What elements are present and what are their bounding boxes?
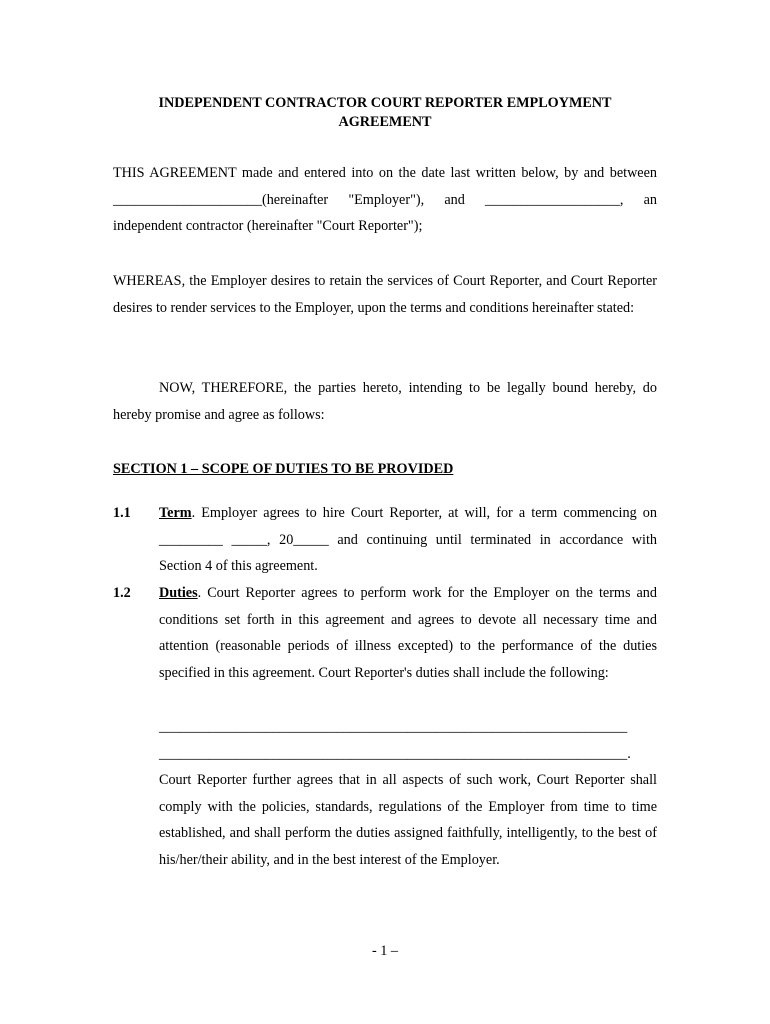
section-1-heading: SECTION 1 – SCOPE OF DUTIES TO BE PROVIDED — [113, 461, 454, 477]
clause-1-1-text: . Employer agrees to hire Court Reporter, at will, for a term commencing on _________ _____, 20_____ and continuing until terminated in accordance with Section 4 of this agreement. — [159, 505, 657, 575]
clause-1-2-text: . Court Reporter agrees to perform work for the Employer on the terms and conditions set forth in this agreement and agrees to devote all necessary time and attention (reasonable periods of illness excepted) to the performance of the duties specified in this agreement. Court Reporter's duties shall include the following: — [159, 585, 657, 682]
duties-blank-line-2: __________________________________________________________________. — [159, 746, 631, 762]
clause-1-1-term — [159, 500, 657, 580]
whereas-paragraph: WHEREAS, the Employer desires to retain the services of Court Reporter, and Court Reporter desires to render services to the Employer, upon the terms and conditions hereinafter stated: — [113, 273, 657, 316]
clause-1-2-number: 1.2 — [113, 585, 131, 601]
clause-1-2-duties — [159, 580, 657, 687]
now-therefore-paragraph: NOW, THEREFORE, the parties hereto, intending to be legally bound hereby, do hereby promise and agree as follows: — [113, 380, 657, 423]
duties-blank-line-1: __________________________________________________________________ — [159, 719, 628, 735]
duties-further-paragraph: Court Reporter further agrees that in all aspects of such work, Court Reporter shall comply with the policies, standards, regulations of the Employer from time to time established, and shall perform the duties assigned faithfully, intelligently, to the best of his/her/their ability, and in the best interest of the Employer. — [159, 772, 657, 869]
document-title: INDEPENDENT CONTRACTOR COURT REPORTER EMPLOYMENT AGREEMENT — [158, 95, 612, 130]
intro-paragraph: THIS AGREEMENT made and entered into on the date last written below, by and between _____________________(hereinafter "Employer"), and ___________________, an independent contractor (hereinafter "Court Reporter"); — [113, 165, 657, 235]
clause-1-1-number: 1.1 — [113, 505, 131, 521]
page-number: - 1 – — [371, 943, 398, 959]
clause-1-2-label: Duties — [159, 585, 198, 601]
clause-1-1-label: Term — [159, 505, 192, 521]
